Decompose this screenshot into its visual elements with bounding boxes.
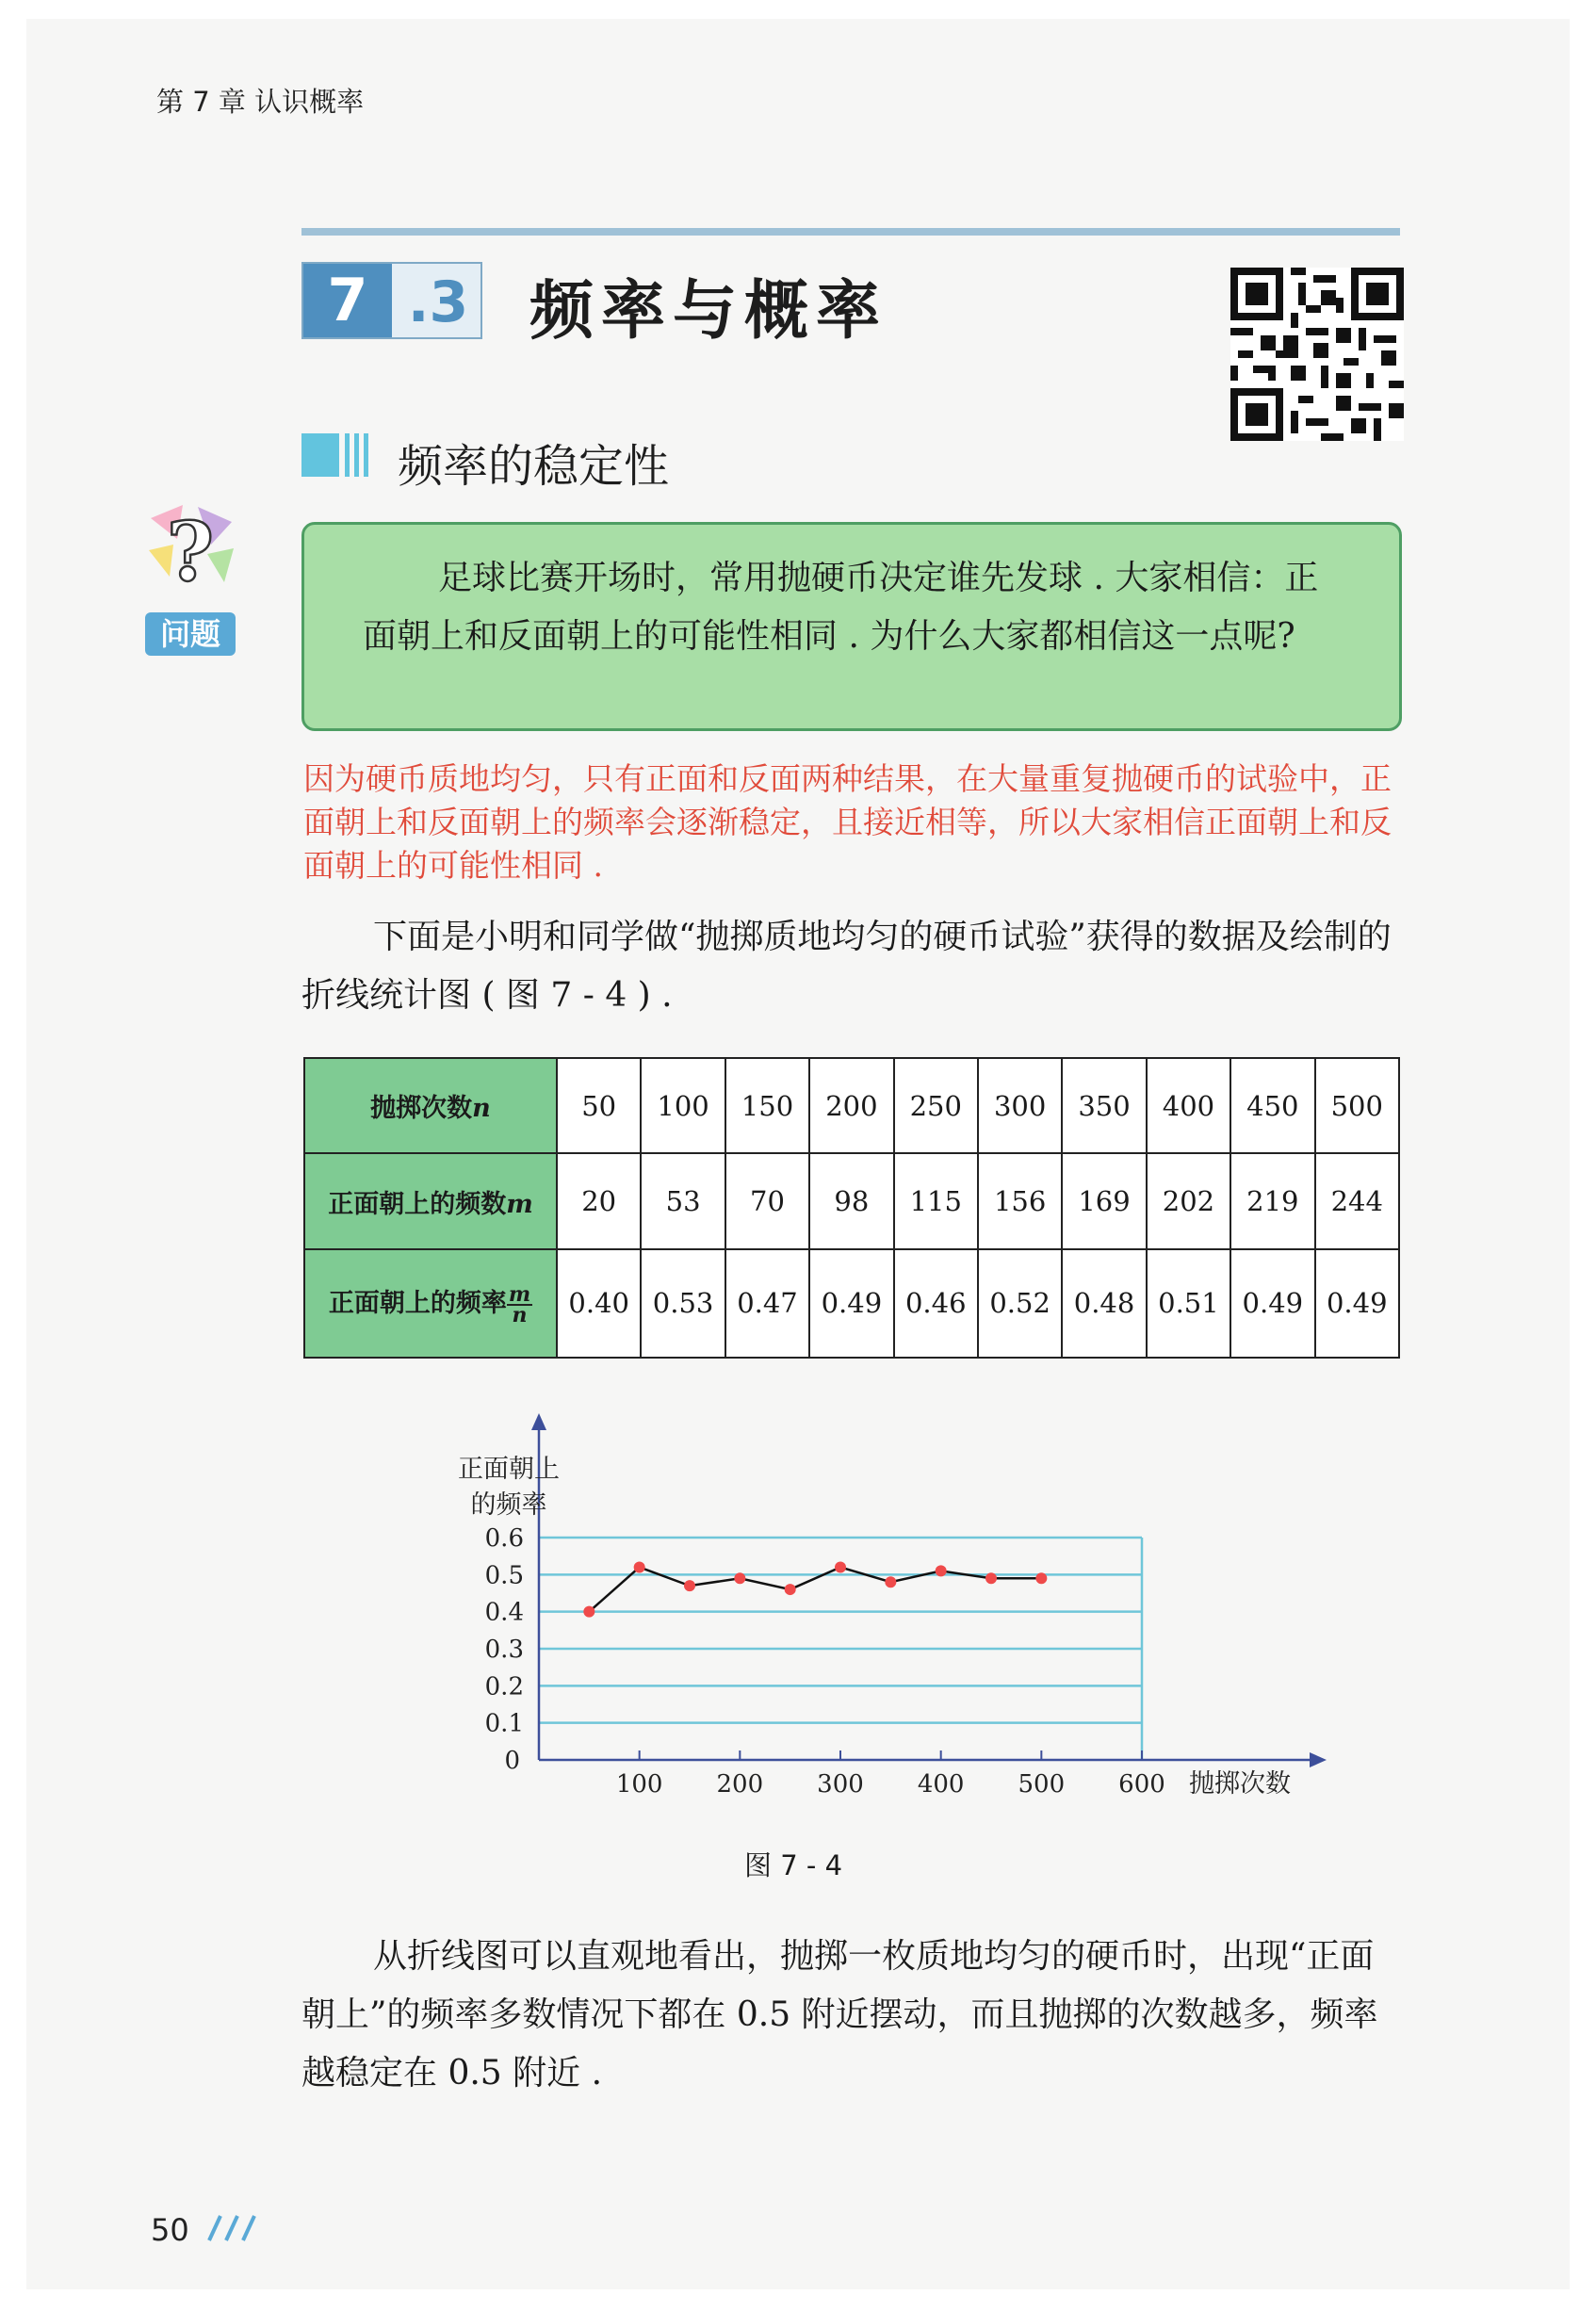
row-header-n: 抛掷次数n: [304, 1058, 557, 1153]
y-tick-label: 0.2: [484, 1672, 524, 1701]
table-cell: 300: [978, 1058, 1062, 1153]
y-axis-arrow: [531, 1413, 546, 1430]
table-cell: 0.49: [1315, 1249, 1399, 1358]
table-cell: 244: [1315, 1153, 1399, 1248]
data-point: [835, 1561, 846, 1572]
data-point: [684, 1580, 695, 1591]
x-tick-label: 200: [716, 1770, 764, 1799]
y-axis-label-line-1: 正面朝上: [458, 1455, 560, 1484]
x-tick-label: 300: [817, 1770, 864, 1799]
x-axis-label: 抛掷次数: [1189, 1769, 1291, 1799]
x-axis-arrow: [1310, 1752, 1327, 1767]
table-cell: 0.46: [894, 1249, 978, 1358]
answer-text: 因为硬币质地均匀，只有正面和反面两种结果，在大量重复抛硬币的试验中，正面朝上和反面朝上的频率会逐渐稳定，且接近相等，所以大家相信正面朝上和反面朝上的可能性相同 .: [303, 760, 1392, 884]
table-cell: 98: [809, 1153, 893, 1248]
data-point: [583, 1606, 594, 1618]
table-cell: 100: [641, 1058, 725, 1153]
y-tick-label: 0.4: [484, 1598, 524, 1627]
y-tick-label: 0.6: [484, 1524, 524, 1553]
fraction-m-over-n: $\frac{m}{n}$: [508, 1281, 531, 1327]
intro-paragraph: 下面是小明和同学做“抛掷质地均匀的硬币试验”获得的数据及绘制的折线统计图 ( 图 7 - 4 ) .: [301, 918, 1392, 1015]
table-cell: 0.49: [809, 1249, 893, 1358]
table-cell: 50: [557, 1058, 641, 1153]
figure-caption: 图 7 - 4: [744, 1849, 843, 1881]
data-point: [785, 1584, 796, 1595]
table-cell: 350: [1062, 1058, 1146, 1153]
table-cell: 219: [1230, 1153, 1314, 1248]
x-tick-label: 400: [917, 1770, 965, 1799]
question-badge: 问题: [145, 612, 236, 656]
table-cell: 250: [894, 1058, 978, 1153]
table-cell: 115: [894, 1153, 978, 1248]
table-cell: 0.52: [978, 1249, 1062, 1358]
data-point: [734, 1572, 745, 1584]
data-point: [936, 1565, 947, 1576]
y-axis-label-line-2: 的频率: [470, 1490, 547, 1520]
table-cell: 169: [1062, 1153, 1146, 1248]
table-cell: 150: [725, 1058, 809, 1153]
page-number: 50: [151, 2212, 189, 2248]
table-cell: 0.40: [557, 1249, 641, 1358]
question-text: 足球比赛开场时，常用抛硬币决定谁先发球 . 大家相信：正面朝上和反面朝上的可能性相同 . 为什么大家都相信这一点呢?: [363, 559, 1319, 656]
table-cell: 70: [725, 1153, 809, 1248]
y-tick-label: 0.5: [484, 1561, 524, 1590]
x-tick-label: 600: [1118, 1770, 1165, 1799]
section-number-minor: .3: [407, 269, 469, 335]
conclusion-paragraph: 从折线图可以直观地看出，抛掷一枚质地均匀的硬币时，出现“正面朝上”的频率多数情况下都在 0.5 附近摆动，而且抛掷的次数越多，频率越稳定在 0.5 附近 .: [301, 1937, 1378, 2092]
subsection-title: 频率的稳定性: [398, 440, 670, 493]
slash-decoration-icon: [198, 2210, 264, 2242]
table-cell: 0.53: [641, 1249, 725, 1358]
table-cell: 156: [978, 1153, 1062, 1248]
table-cell: 400: [1147, 1058, 1230, 1153]
y-tick-label: 0.3: [484, 1636, 524, 1664]
table-cell: 0.49: [1230, 1249, 1314, 1358]
table-cell: 202: [1147, 1153, 1230, 1248]
table-cell: 500: [1315, 1058, 1399, 1153]
table-cell: 53: [641, 1153, 725, 1248]
data-point: [1035, 1572, 1047, 1584]
row-header-frequency: 正面朝上的频率 $\frac{m}{n}$: [304, 1249, 557, 1358]
x-tick-label: 100: [615, 1770, 663, 1799]
data-point: [885, 1576, 896, 1587]
table-cell: 200: [809, 1058, 893, 1153]
table-cell: 0.48: [1062, 1249, 1146, 1358]
section-title: 频率与概率: [529, 274, 888, 349]
y-tick-label: 0.1: [484, 1709, 524, 1738]
table-cell: 20: [557, 1153, 641, 1248]
table-cell: 0.51: [1147, 1249, 1230, 1358]
y-tick-label: 0: [504, 1747, 520, 1775]
svg-text:?: ?: [166, 505, 215, 595]
table-cell: 450: [1230, 1058, 1314, 1153]
chapter-header: 第 7 章 认识概率: [156, 86, 365, 118]
section-number-major: 7: [303, 264, 392, 337]
table-cell: 0.47: [725, 1249, 809, 1358]
x-tick-label: 500: [1018, 1770, 1066, 1799]
row-header-m: 正面朝上的频数m: [304, 1153, 557, 1248]
data-point: [985, 1572, 997, 1584]
data-point: [634, 1561, 645, 1572]
